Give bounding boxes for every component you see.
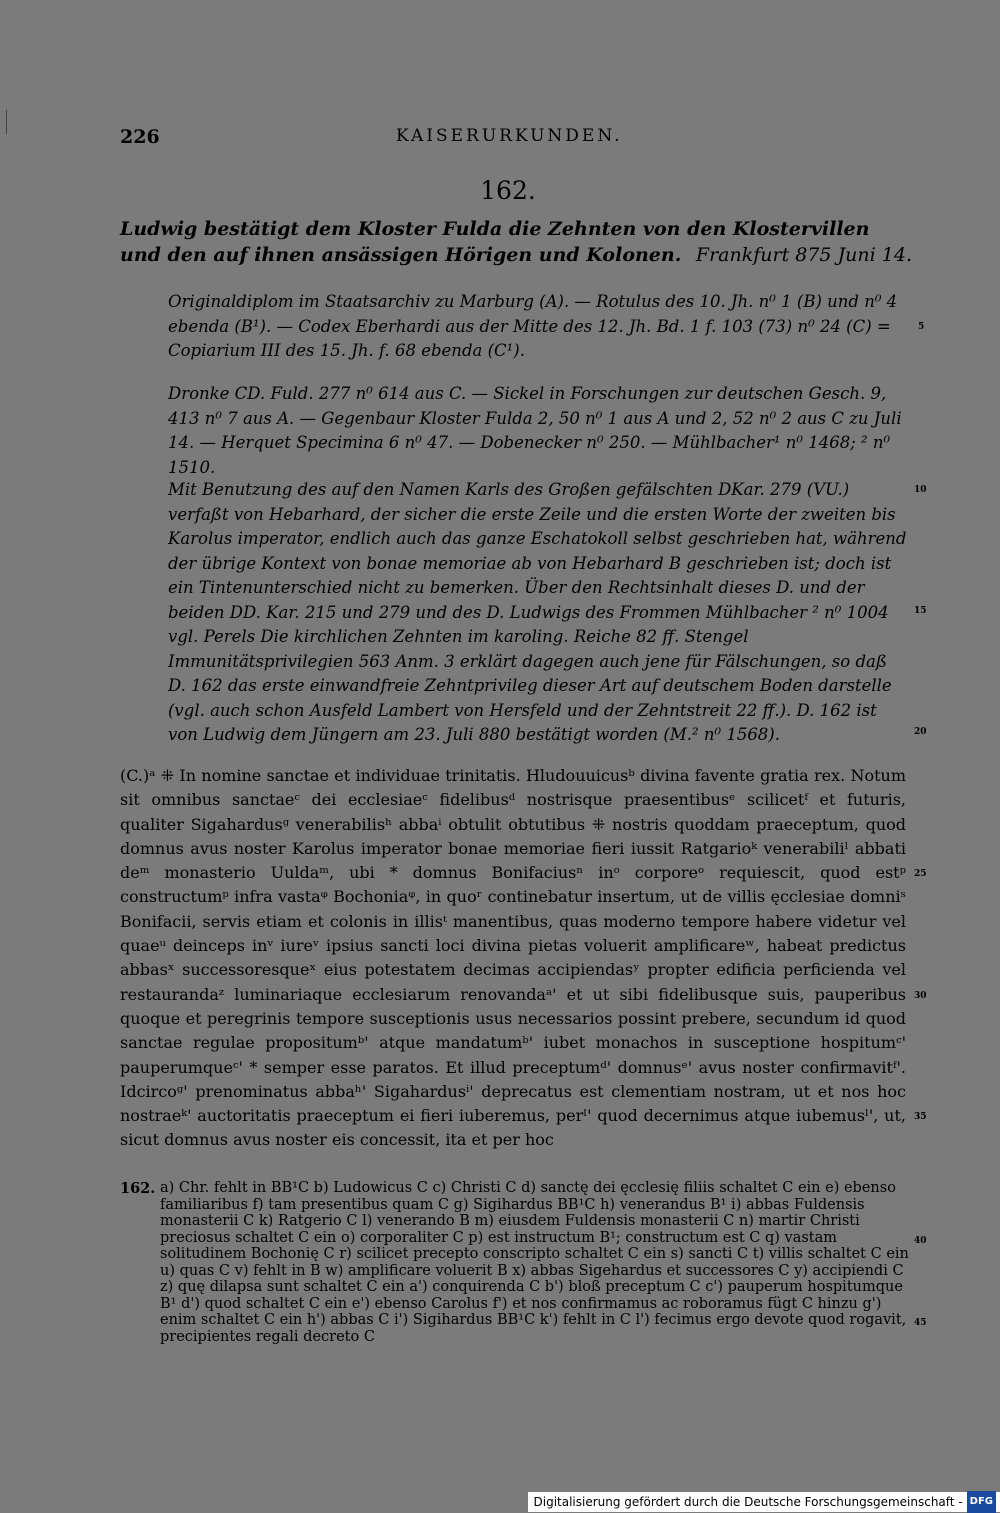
margin-number: 40 [914, 1236, 927, 1246]
margin-number: 25 [914, 869, 927, 879]
commentary-paragraph: Mit Benutzung des auf den Namen Karls des Großen gefälschten DKar. 279 (VU.) verfaßt von Hebarhard, der sicher die erste Zeile und die ersten Worte der zweiten bis Karolus imperator, endlich auch das ganze Eschatokoll selbst geschrieben hat, während der übrige Kontext von bonae memoriae ab von Hebarhard B geschrieben ist; doch ist ein Tintenunterschied nicht zu bemerken. Über den Rechtsinhalt dieses D. und der beiden DD. Kar. 215 und 279 und des D. Ludwigs des Frommen Mühlbacher ² n⁰ 1004 vgl. Perels Die kirchlichen Zehnten im karoling. Reiche 82 ff. Stengel Immunitätsprivilegien 563 Anm. 3 erklärt dagegen auch jene für Fälschungen, so daß D. 162 das erste einwandfreie Zehntprivileg dieser Art auf deutschem Boden darstelle (vgl. auch schon Ausfeld Lambert von Hersfeld und der Zehntstreit 22 ff.). D. 162 ist von Ludwig dem Jüngern am 23. Juli 880 bestätigt worden (M.² n⁰ 1568). [168, 478, 908, 748]
margin-number: 20 [914, 727, 927, 737]
margin-number: 10 [914, 485, 927, 495]
footer-bar [528, 1492, 1000, 1512]
footnotes-label: 162. [120, 1180, 155, 1197]
place-date: Frankfurt 875 Juni 14. [696, 242, 912, 268]
page-number: 226 [120, 126, 160, 148]
dfg-logo: DFG [967, 1491, 996, 1513]
margin-number: 45 [914, 1318, 927, 1328]
margin-number: 30 [914, 991, 927, 1001]
charter-text: (C.)ᵃ ⁜ In nomine sanctae et individuae trinitatis. Hludouuicusᵇ divina favente gratia rex. Notum sit omnibus sanctaeᶜ dei ecclesiaeᶜ fidelibusᵈ nostrisque praesentibusᵉ scilicetᶠ et futuris, qualiter Sigahardusᵍ venerabilisʰ abbaⁱ obtulit obtutibus ⁜ nostris quoddam praeceptum, quod domnus avus noster Karolus imperator bonae memoriae fieri iussit Ratgarioᵏ venerabiliˡ abbati deᵐ monasterio Uuldaᵐ, ubi * domnus Bonifaciusⁿ inᵒ corporeᵒ requiescit, quod estᵖ constructumᵖ infra vastaᵠ Bochoniaᵠ, in quoʳ continebatur insertum, ut de villis ęcclesiae domniˢ Bonifacii, servis etiam et colonis in illisᵗ manentibus, quas moderno tempore habere videtur vel quaeᵘ deinceps inᵛ iureᵛ ipsius sancti loci divina pietas voluerit amplificareʷ, habeat predictus abbasˣ successoresqueˣ eius potestatem decimas accipiendasʸ propter edificia perficienda vel restaurandaᶻ luminariaque ecclesiarum renovandaᵃ' et ut sibi fidelibusque suis, pauperibus quoque et peregrinis tempore susceptionis usus necessarios possint prebere, secundum id quod sanctae regulae propositumᵇ' atque mandatumᵇ' iubet monachos in susceptione hospitumᶜ' pauperumqueᶜ' * semper esse paratos. Et illud preceptumᵈ' domnusᵉ' avus noster confirmavitᶠ'. Idcircoᵍ' prenominatus abbaʰ' Sigahardusⁱ' deprecatus est clementiam nostram, ut et nos hoc nostraeᵏ' auctoritatis praeceptum ei fieri iuberemus, perˡ' quod decernimus atque iubemusˡ', ut, sicut domnus avus noster eis concessit, ita et per hoc [120, 764, 906, 1153]
regest [120, 216, 912, 268]
margin-number: 5 [918, 322, 924, 332]
footer-text: Digitalisierung gefördert durch die Deutsche Forschungsgemeinschaft - [534, 1492, 963, 1512]
footnotes: a) Chr. fehlt in BB¹C b) Ludowicus C c) Christi C d) sanctę dei ęcclesię filiis schaltet C ein e) ebenso familiaribus f) tam presentibus quam C g) Sigihardus BB¹C h) venerandus B¹ i) abbas Fuldensis monasterii C k) Ratgerio C l) venerando B m) eiusdem Fuldensis monasterii C n) martir Christi preciosus schaltet C ein o) corporaliter C p) est instructum B¹; constructum est C q) vastam solitudinem Bochonię C r) scilicet precepto conscripto schaltet C ein s) sancti C t) villis schaltet C ein u) quas C v) fehlt in B w) amplificare voluerit B x) abbas Sigehardus et successores C y) accipiendi C z) quę dilapsa sunt schaltet C ein a') conquirenda C b') bloß preceptum C c') pauperum hospitumque B¹ d') quod schaltet C ein e') ebenso Carolus f') et nos confirmamus ac roboramus fügt C hinzu g') enim schaltet C ein h') abbas C i') Sigihardus BB¹C k') fehlt in C l') fecimus ergo devote quod rogavit, precipientes regali decreto C [160, 1180, 910, 1345]
tradition-paragraph: Originaldiplom im Staatsarchiv zu Marburg (A). — Rotulus des 10. Jh. n⁰ 1 (B) und n⁰ 4 ebenda (B¹). — Codex Eberhardi aus der Mitte des 12. Jh. Bd. 1 f. 103 (73) n⁰ 24 (C) = Copiarium III des 15. Jh. f. 68 ebenda (C¹). [168, 290, 908, 364]
margin-number: 15 [914, 606, 927, 616]
editions-paragraph: Dronke CD. Fuld. 277 n⁰ 614 aus C. — Sickel in Forschungen zur deutschen Gesch. 9, 413 n⁰ 7 aus A. — Gegenbaur Kloster Fulda 2, 50 n⁰ 1 aus A und 2, 52 n⁰ 2 aus C zu Juli 14. — Herquet Specimina 6 n⁰ 47. — Dobenecker n⁰ 250. — Mühlbacher¹ n⁰ 1468; ² n⁰ 1510. [168, 382, 908, 480]
margin-number: 35 [914, 1112, 927, 1122]
running-title: KAISERURKUNDEN. [396, 126, 623, 146]
scan-margin-line [6, 110, 7, 134]
regest-text: Ludwig bestätigt dem Kloster Fulda die Zehnten von den Klostervillen und den auf ihnen ansässigen Hörigen und Kolonen. [120, 218, 869, 266]
document-number: 162. [0, 176, 1000, 205]
